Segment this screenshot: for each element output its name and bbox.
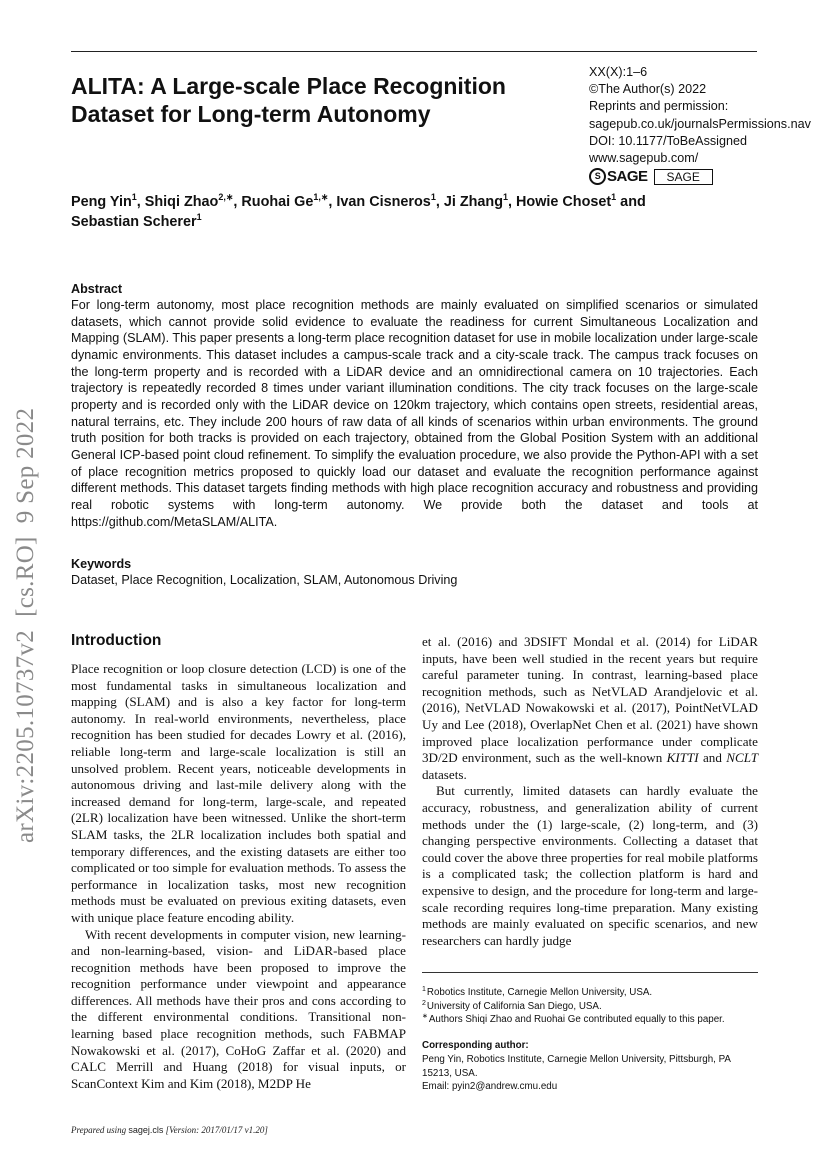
author-affiliation: 1	[196, 212, 202, 222]
introduction-heading: Introduction	[71, 632, 162, 649]
author-name: Peng Yin	[71, 194, 132, 210]
corresponding-author-heading: Corresponding author:	[422, 1040, 529, 1051]
keywords-heading: Keywords	[71, 557, 132, 571]
author-name: Shiqi Zhao	[144, 194, 219, 210]
author-name: Ji Zhang	[443, 194, 503, 210]
footnote-rule	[422, 972, 758, 973]
footnote-item	[422, 986, 762, 1000]
footnote-item	[422, 1013, 762, 1027]
intro-right-column	[422, 634, 758, 949]
intro-paragraph	[422, 634, 758, 783]
sage-logo-text: SAGE	[607, 168, 648, 186]
paper-title: ALITA: A Large-scale Place Recognition Dataset for Long-term Autonomy	[71, 73, 506, 127]
page-footer	[71, 1125, 268, 1135]
footer-prefix: Prepared using	[71, 1125, 129, 1135]
intro-text-span: and	[698, 750, 727, 766]
author-name: Sebastian Scherer	[71, 214, 197, 230]
author-separator: ,	[328, 194, 337, 210]
corresponding-email[interactable]: Email: pyin2@andrew.cmu.edu	[422, 1081, 558, 1093]
footer-version: [Version: 2017/01/17 v1.20]	[163, 1125, 268, 1135]
author-separator: ,	[508, 194, 517, 210]
journal-doi[interactable]: DOI: 10.1177/ToBeAssigned	[589, 133, 747, 148]
author-affiliation: 1,∗	[313, 192, 329, 202]
author-separator: and	[616, 194, 650, 210]
intro-text-span: datasets.	[422, 766, 467, 782]
journal-permissions-link[interactable]: sagepub.co.uk/journalsPermissions.nav	[589, 116, 811, 131]
abstract-heading: Abstract	[71, 282, 123, 296]
footer-class-name: sagej.cls	[128, 1125, 164, 1135]
sage-box-label: SAGE	[654, 169, 713, 185]
keywords-text: Dataset, Place Recognition, Localization, SLAM, Autonomous Driving	[71, 573, 458, 587]
sage-logo-mark-icon: S	[589, 168, 606, 185]
dataset-name-kitti: KITTI	[666, 750, 699, 766]
author-separator: ,	[233, 194, 242, 210]
author-name: Ruohai Ge	[241, 194, 314, 210]
intro-paragraph: Place recognition or loop closure detection (LCD) is one of the most fundamental tasks in simultaneous localization and mapping (SLAM) and is also a key factor for long-term autonomy. In real-world environments, nevertheless, place recognition has been studied for decades Lowry et al. (2016), reliable long-term and large-scale localization is still an unsolved problem. Recent years, noticeable developments in autonomous driving and last-mile delivery along with the increased demand for long-term, large-scale, and repeated (2LR) localization have been witnessed. Unlike the short-term SLAM tasks, the 2LR localization includes both spatial and temporary differences, and the existing datasets are either too complicated or too simple for evaluation methods. To assess the performance in localization tasks, most new recognition methods must be evaluated on previous exiting datasets, even with unique place feature encoding ability.	[71, 661, 406, 925]
author-name: Ivan Cisneros	[336, 194, 431, 210]
arxiv-identifier[interactable]: arXiv:2205.10737v2 [cs.RO] 9 Sep 2022	[12, 407, 39, 843]
dataset-name-nclt: NCLT	[726, 750, 759, 766]
footnote-text: Robotics Institute, Carnegie Mellon University, USA.	[426, 987, 653, 998]
top-rule	[71, 51, 757, 52]
journal-reprints: Reprints and permission:	[589, 99, 729, 114]
corresponding-address: Peng Yin, Robotics Institute, Carnegie Mellon University, Pittsburgh, PA 15213, USA.	[422, 1054, 731, 1079]
intro-left-column	[71, 661, 406, 1092]
intro-text-span: et al. (2016) and 3DSIFT Mondal et al. (2014) for LiDAR inputs, have been well studied in the recent years but require careful parameter tuning. In contrast, learning-based place recognition methods, such as NetVLAD Arandjelovic et al. (2016), NetVLAD Nowakowski et al. (2017), PointNetVLAD Uy and Lee (2018), OverlapNet Chen et al. (2021) have shown improved place localization performance under complicate 3D/2D environment, such as the well-known	[422, 634, 758, 766]
sage-row	[589, 168, 828, 185]
author-separator: ,	[136, 194, 145, 210]
footnotes	[422, 986, 762, 1027]
footnote-text: University of California San Diego, USA.	[426, 1000, 602, 1012]
journal-volume: XX(X):1–6	[589, 65, 648, 79]
author-affiliation: 1	[430, 192, 436, 202]
footnote-mark: ∗	[422, 1013, 428, 1021]
author-affiliation: 1	[503, 192, 509, 202]
journal-copyright: ©The Author(s) 2022	[589, 82, 707, 97]
journal-info	[589, 64, 828, 185]
author-affiliation: 2,∗	[218, 192, 234, 202]
abstract-text: For long-term autonomy, most place recognition methods are mainly evaluated on simplified scenarios or simulated datasets, which cannot provide solid evidence to evaluate the readiness for current Simultaneous Localization and Mapping (SLAM). This paper presents a long-term place recognition dataset for use in mobile localization under large-scale dynamic environments. This dataset includes a campus-scale track and a city-scale track. The campus track focuses on the long-term property and is recorded with a LiDAR device and an omnidirectional camera on 10 trajectories. Each trajectory is repeatedly recorded 8 times under variant illumination conditions. The city track focuses on the large-scale property and is recorded only with the LiDAR device on 120km trajectory, which contains open streets, residential areas, natural terrains, etc. They include 200 hours of raw data of all kinds of scenarios within urban environments. The ground truth position for both tracks is provided on each trajectory, obtained from the Global Position System with an additional General ICP-based point cloud refinement. To simplify the evaluation procedure, we also provide the Python-API with a set of place recognition metrics proposed to quickly load our dataset and evaluate the recognition performance against different methods. This dataset targets finding methods with high place recognition accuracy and robustness and providing real robotic systems with long-term autonomy. We provide both the dataset and tools at https://github.com/MetaSLAM/ALITA.	[71, 298, 758, 529]
corresponding-author-body	[422, 1053, 762, 1094]
journal-website-link[interactable]: www.sagepub.com/	[589, 151, 699, 166]
author-list	[71, 192, 761, 232]
author-affiliation: 1	[611, 192, 617, 202]
sage-logo	[589, 168, 648, 185]
intro-paragraph: But currently, limited datasets can hardly evaluate the accuracy, robustness, and generalization ability of current methods under the (1) large-scale, (2) long-term, and (3) changing perspective environments. Collecting a dataset that could cover the above three properties for real mobile platforms is a complicated task; the collection platform is hard and expensive to design, and the procedure for long-term and large-scale recording requires long-time preparation. Many existing methods are mainly evaluated on specific scenarios, and new researchers can hardly judge	[422, 783, 758, 948]
author-separator: ,	[435, 194, 444, 210]
footnote-mark: 1	[422, 986, 426, 993]
footnote-item	[422, 1000, 762, 1014]
author-name: Howie Choset	[516, 194, 612, 210]
author-affiliation: 1	[131, 192, 137, 202]
intro-paragraph: With recent developments in computer vision, new learning- and non-learning-based, vision- and LiDAR-based place recognition methods have been proposed to improve the recognition performance under viewpoint and appearance differences. All methods have their pros and cons according to the different environmental conditions. Transitional non-learning based place recognition methods, such FABMAP Nowakowski et al. (2017), CoHoG Zaffar et al. (2020) and CALC Merrill and Huang (2018) for visual inputs, or ScanContext Kim and Kim (2018), M2DP He	[71, 926, 406, 1091]
footnote-mark: 2	[422, 999, 426, 1007]
footnote-text: Authors Shiqi Zhao and Ruohai Ge contributed equally to this paper.	[428, 1014, 725, 1026]
